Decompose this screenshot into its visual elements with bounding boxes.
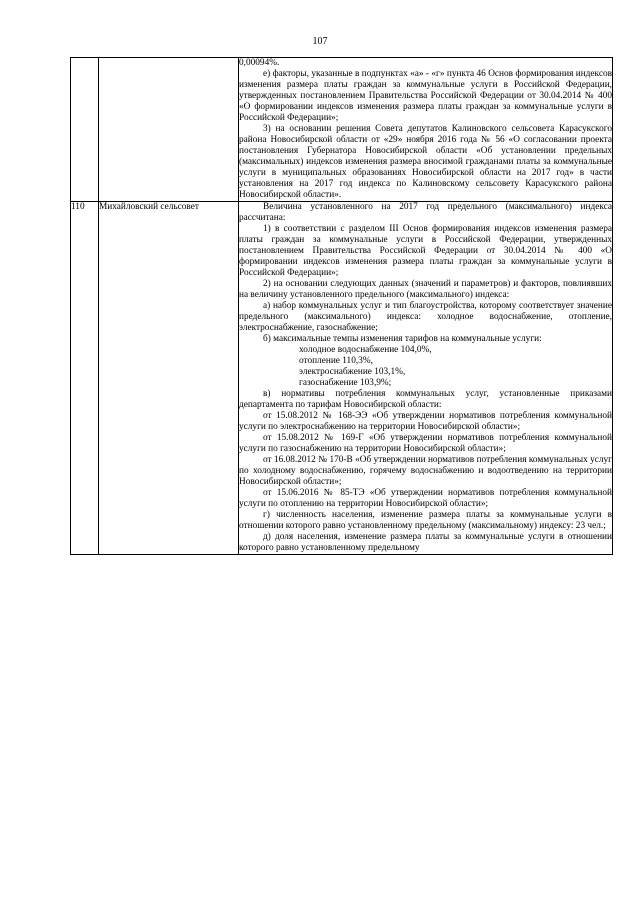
order-paragraph: от 15.08.2012 № 168-ЭЭ «Об утверждении нормативов потребления коммунальной услуги по электроснабжению на территории Новосибирской области»;	[239, 411, 612, 432]
table-row-previous	[71, 58, 613, 202]
document-table	[70, 57, 613, 555]
text-paragraph: а) набор коммунальных услуг и тип благоустройства, которому соответствует значение предельного (максимального) индекса: холодное водоснабжение, отопление, электроснабжение, газоснабжение;	[239, 301, 612, 333]
order-paragraph: от 16.08.2012 № 170-В «Об утверждении нормативов потребления коммунальных услуг по холодному водоснабжению, горячему водоснабжению и водоотведению на территории Новосибирской области»;	[239, 455, 612, 487]
justification-cell	[239, 202, 613, 555]
text-paragraph: 2) на основании следующих данных (значений и параметров) и факторов, повлиявших на величину установленного предельного (максимального) индекса:	[239, 279, 612, 300]
municipality-cell	[99, 58, 239, 202]
order-paragraph: от 15.06.2016 № 85-ТЭ «Об утверждении нормативов потребления коммунальной услуги по отоплению на территории Новосибирской области»;	[239, 488, 612, 509]
row-number-cell	[71, 58, 99, 202]
table-row-110	[71, 202, 613, 555]
row-number-cell: 110	[71, 202, 99, 555]
text-paragraph: г) численность населения, изменение размера платы за коммунальные услуги в отношении которого равно установленному предельному (максимальному) индексу: 23 чел.;	[239, 510, 612, 531]
municipality-cell: Михайловский сельсовет	[99, 202, 239, 555]
tariff-item: электроснабжение 103,1%,	[299, 367, 406, 377]
text-paragraph: Величина установленного на 2017 год предельного (максимального) индекса рассчитана:	[239, 202, 612, 223]
text-paragraph: д) доля населения, изменение размера платы за коммунальные услуги в отношении которого равно установленному предельному	[239, 532, 612, 553]
tariff-item: отопление 110,3%,	[299, 356, 373, 366]
page-number: 107	[312, 36, 328, 47]
order-paragraph: от 15.08.2012 № 169-Г «Об утверждении нормативов потребления коммунальной услуги по газоснабжению на территории Новосибирской области»;	[239, 433, 612, 454]
tariff-item: газоснабжение 103,9%;	[299, 378, 392, 388]
text-paragraph: 3) на основании решения Совета депутатов Калиновского сельсовета Карасукского района Новосибирской области от «29» ноября 2016 года № 56 «О согласовании проекта постановления Губернатора Новосибирской области «Об установлении предельных (максимальных) индексов изменения размера вносимой гражданами платы за коммунальные услуги в муниципальных образованиях Новосибирской области на 2017 год» в части установления на 2017 год индекса по Калиновскому сельсовету Карасукского района Новосибирской области».	[239, 124, 612, 200]
text-paragraph: в) нормативы потребления коммунальных услуг, установленные приказами департамента по тарифам Новосибирской области:	[239, 389, 612, 410]
justification-cell	[239, 58, 613, 202]
tariff-item: холодное водоснабжение 104,0%,	[299, 345, 432, 355]
text-paragraph: б) максимальные темпы изменения тарифов на коммунальные услуги:	[263, 334, 542, 344]
text-paragraph: 0,00094%.	[239, 58, 280, 68]
text-paragraph: 1) в соответствии с разделом III Основ формирования индексов изменения размера платы граждан за коммунальные услуги в Российской Федерации, утвержденных постановлением Правительства Российской Федерации от 30.04.2014 № 400 «О формировании индексов изменения размера платы граждан за коммунальные услуги в Российской Федерации»;	[239, 224, 612, 278]
text-paragraph: е) факторы, указанные в подпунктах «а» - «г» пункта 46 Основ формирования индексов изменения размера платы граждан за коммунальные услуги в Российской Федерации, утвержденных постановлением Правительства Российской Федерации от 30.04.2014 № 400 «О формировании индексов изменения размера платы граждан за коммунальные услуги в Российской Федерации»;	[239, 69, 612, 123]
